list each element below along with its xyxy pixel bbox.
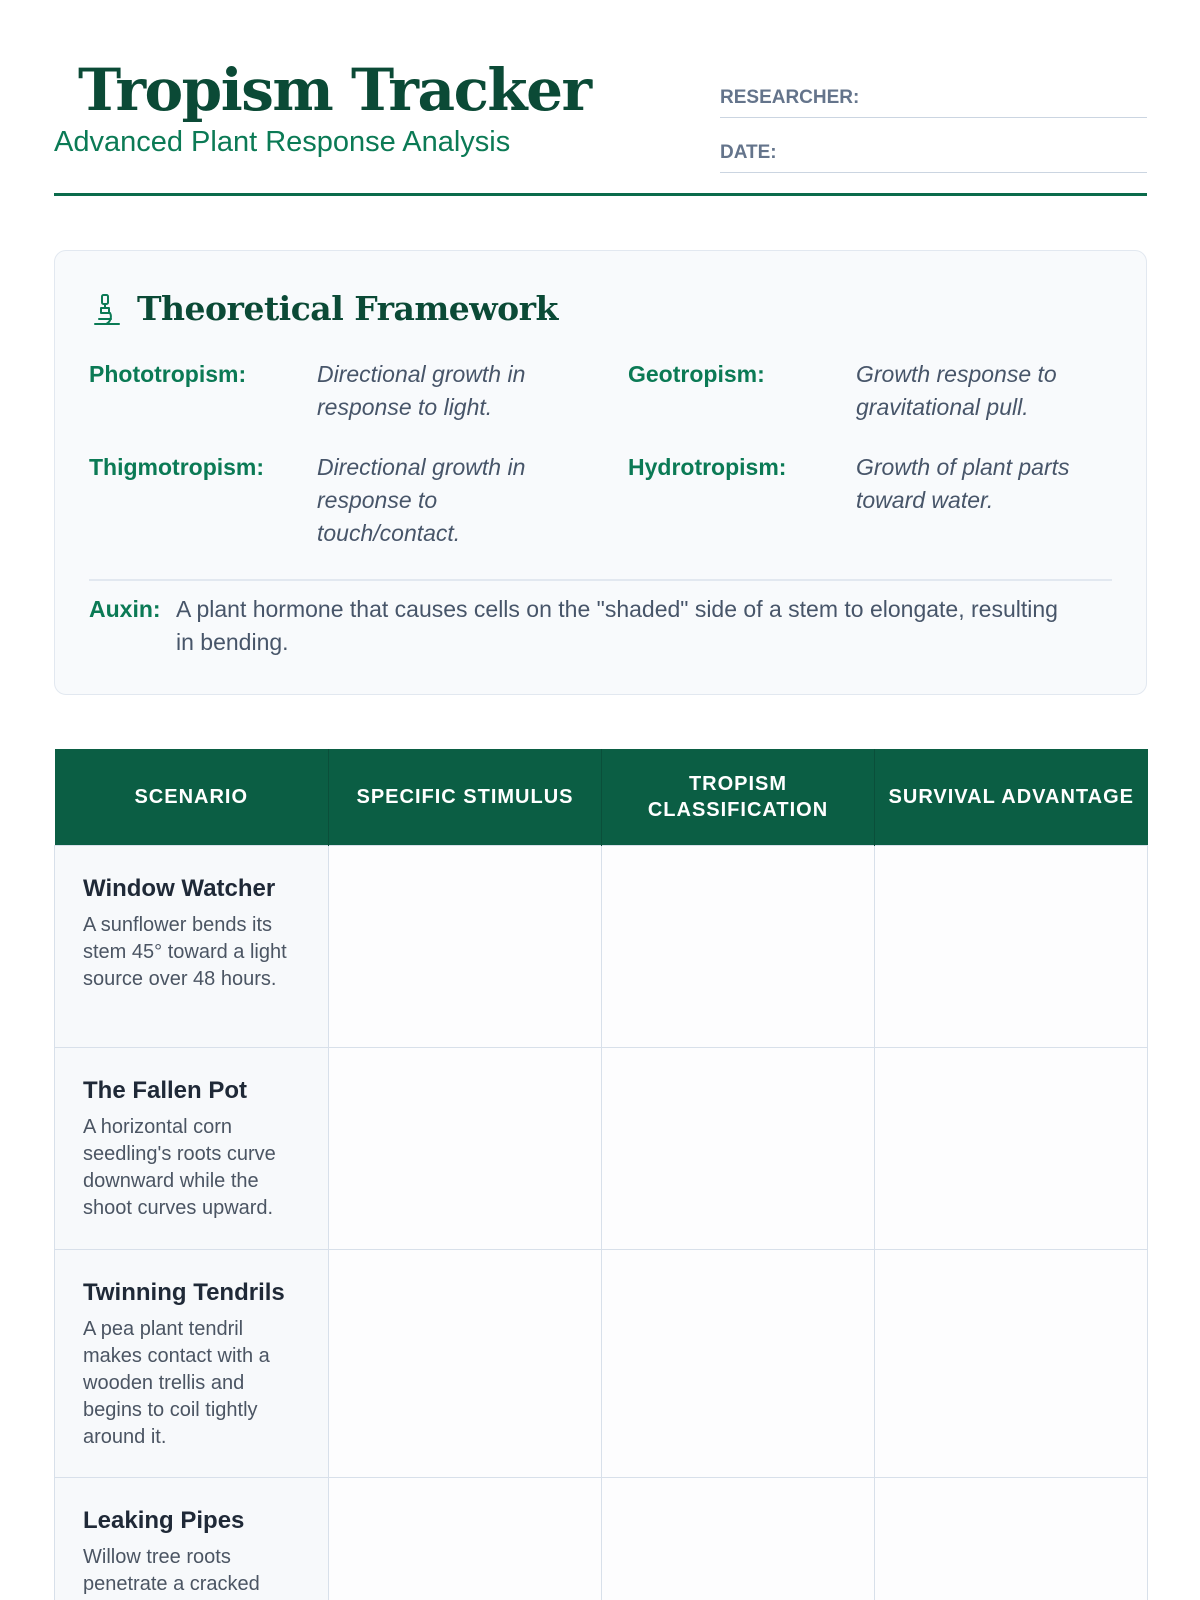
classification-input-cell[interactable]	[602, 1249, 875, 1477]
scenario-title: Window Watcher	[83, 874, 276, 902]
table-header-row	[55, 749, 1148, 845]
advantage-input-cell[interactable]	[875, 845, 1148, 1047]
worksheet-header	[54, 54, 1147, 196]
scenario-description: A pea plant tendril makes contact with a wooden trellis and begins to coil tightly around it.	[83, 1317, 270, 1448]
researcher-label: RESEARCHER:	[720, 87, 860, 108]
scenario-cell	[55, 845, 329, 1047]
table-row	[55, 845, 1148, 1047]
stimulus-input-cell[interactable]	[329, 1047, 602, 1249]
scenario-title: Twinning Tendrils	[83, 1278, 285, 1306]
scenario-cell	[55, 1249, 329, 1477]
scenario-description: A sunflower bends its stem 45° toward a light source over 48 hours.	[83, 913, 287, 990]
scenario-title: The Fallen Pot	[83, 1076, 248, 1104]
term-phototropism: Phototropism:	[89, 361, 247, 387]
date-label: DATE:	[720, 142, 777, 163]
column-header-stimulus: SPECIFIC STIMULUS	[329, 749, 602, 845]
term-hydrotropism: Hydrotropism:	[628, 454, 787, 480]
definition-geotropism: Growth response to gravitational pull.	[856, 361, 1057, 420]
stimulus-input-cell[interactable]	[329, 1477, 602, 1600]
table-row	[55, 1047, 1148, 1249]
scenario-cell	[55, 1477, 329, 1600]
scenario-description: A horizontal corn seedling's roots curve downward while the shoot curves upward.	[83, 1115, 276, 1219]
advantage-input-cell[interactable]	[875, 1249, 1148, 1477]
page-title: Tropism Tracker	[78, 56, 591, 124]
scenario-title: Leaking Pipes	[83, 1506, 245, 1534]
definition-auxin: A plant hormone that causes cells on the "shaded" side of a stem to elongate, resulting in bending.	[176, 596, 1058, 655]
researcher-field[interactable]	[720, 78, 1147, 118]
stimulus-input-cell[interactable]	[329, 1249, 602, 1477]
column-header-scenario: SCENARIO	[55, 749, 329, 845]
framework-heading: Theoretical Framework	[137, 289, 558, 328]
term-thigmotropism: Thigmotropism:	[89, 454, 265, 480]
date-field[interactable]	[720, 133, 1147, 173]
definition-phototropism: Directional growth in response to light.	[317, 361, 526, 420]
framework-divider	[89, 579, 1112, 581]
advantage-input-cell[interactable]	[875, 1047, 1148, 1249]
advantage-input-cell[interactable]	[875, 1477, 1148, 1600]
classification-input-cell[interactable]	[602, 1047, 875, 1249]
term-auxin: Auxin:	[89, 596, 161, 622]
table-row	[55, 1249, 1148, 1477]
classification-input-cell[interactable]	[602, 1477, 875, 1600]
column-header-classification: TROPISM CLASSIFICATION	[602, 749, 875, 845]
page-subtitle: Advanced Plant Response Analysis	[54, 126, 511, 158]
term-geotropism: Geotropism:	[628, 361, 765, 387]
classification-input-cell[interactable]	[602, 845, 875, 1047]
scenario-cell	[55, 1047, 329, 1249]
definition-thigmotropism: Directional growth in response to touch/contact.	[317, 454, 526, 546]
stimulus-input-cell[interactable]	[329, 845, 602, 1047]
scenario-table	[54, 749, 1148, 1600]
theoretical-framework-card	[54, 250, 1147, 695]
microscope-icon	[91, 293, 123, 327]
table-row	[55, 1477, 1148, 1600]
definition-hydrotropism: Growth of plant parts toward water.	[856, 454, 1070, 513]
column-header-advantage: SURVIVAL ADVANTAGE	[875, 749, 1148, 845]
scenario-description: Willow tree roots penetrate a cracked	[83, 1545, 260, 1595]
